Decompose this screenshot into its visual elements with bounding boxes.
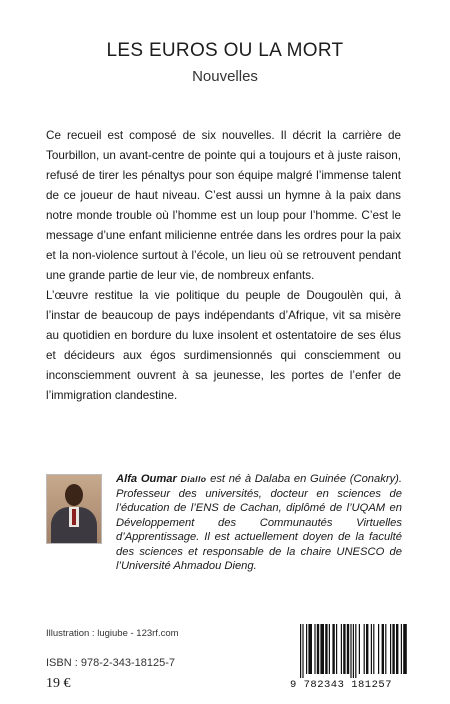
book-subtitle: Nouvelles [192, 68, 258, 85]
barcode-bar [320, 624, 324, 674]
barcode-bar [341, 624, 342, 674]
barcode-bar [300, 624, 301, 678]
author-block [46, 472, 402, 582]
barcode-bar [325, 624, 327, 674]
isbn: ISBN : 978-2-343-18125-7 [46, 657, 176, 669]
barcode-bar [308, 624, 312, 674]
barcode-bar [332, 624, 334, 674]
illustration-credit: Illustration : lugiube - 123rf.com [46, 628, 179, 639]
barcode-bar [359, 624, 360, 674]
barcode-bar [396, 624, 398, 674]
barcode-bar [403, 624, 407, 674]
author-bio [116, 472, 402, 574]
barcode-bar [336, 624, 337, 674]
barcode-bar [378, 624, 379, 674]
barcode-bar [302, 624, 303, 678]
book-summary [46, 126, 401, 406]
barcode-bar [306, 624, 307, 674]
barcode-bar [385, 624, 386, 674]
barcode-bar [390, 624, 391, 674]
barcode-bar [350, 624, 351, 678]
barcode-bar [364, 624, 365, 674]
barcode-number: 9 782343 181257 [290, 679, 393, 691]
barcode-bar [382, 624, 384, 674]
author-bio-text: est né à Dalaba en Guinée (Conakry). Professeur des universités, docteur en sciences de l’éducation de l’ENS de Cachan, diplômé de l’UQAM en Développement des Communautés Virtuelles d’Apprentissage. Il est actuellement doyen de la faculté des sciences et responsable de la chaire UNESCO de l’Université Ahmadou Dieng. [116, 473, 403, 572]
summary-paragraph-1: Ce recueil est composé de six nouvelles. Il décrit la carrière de Tourbillon, un avant-centre de pointe qui a toujours et à juste raison, refusé de tirer les pénaltys pour son équipe malgré l’immense talent de ce joueur de haut niveau. C’est aussi un hymne à la paix dans notre monde trouble où l’homme est un loup pour l’homme. C’est le message d’une enfant milicienne entrée dans les ordres pour la paix et la non-violence surtout à l’école, un lieu où se retrouvent pendant une grande partie de leur vie, de nombreux enfants. [46, 129, 401, 282]
barcode-bar [353, 624, 354, 678]
barcode-bars [298, 624, 408, 678]
barcode-bar [347, 624, 349, 674]
barcode-bar [392, 624, 394, 674]
barcode-bar [317, 624, 319, 674]
barcode-bar [371, 624, 372, 674]
barcode-bar [366, 624, 368, 674]
summary-paragraph-2: L’œuvre restitue la vie politique du peuple de Dougoulèn qui, à l’instar de beaucoup de pays indépendants d’Afrique, vit sa misère au quotidien en bordure du luxe insolent et ostentatoire de ses élus et décideurs aux égos surdimensionnés qui consciemment ou inconsciemment ouvrent à sa jeunesse, les portes de l’enfer de l’immigration clandestine. [46, 289, 401, 402]
author-surname: Diallo [180, 474, 207, 484]
book-title: LES EUROS OU LA MORT [106, 40, 344, 61]
barcode-bar [355, 624, 356, 678]
author-name [116, 473, 206, 485]
author-photo [46, 474, 102, 544]
barcode-bar [373, 624, 374, 674]
barcode [290, 624, 410, 694]
author-first-names: Alfa Oumar [116, 473, 177, 485]
barcode-bar [329, 624, 330, 674]
barcode-bar [343, 624, 345, 674]
barcode-bar [401, 624, 402, 674]
barcode-bar [314, 624, 315, 674]
price: 19 € [46, 676, 71, 691]
